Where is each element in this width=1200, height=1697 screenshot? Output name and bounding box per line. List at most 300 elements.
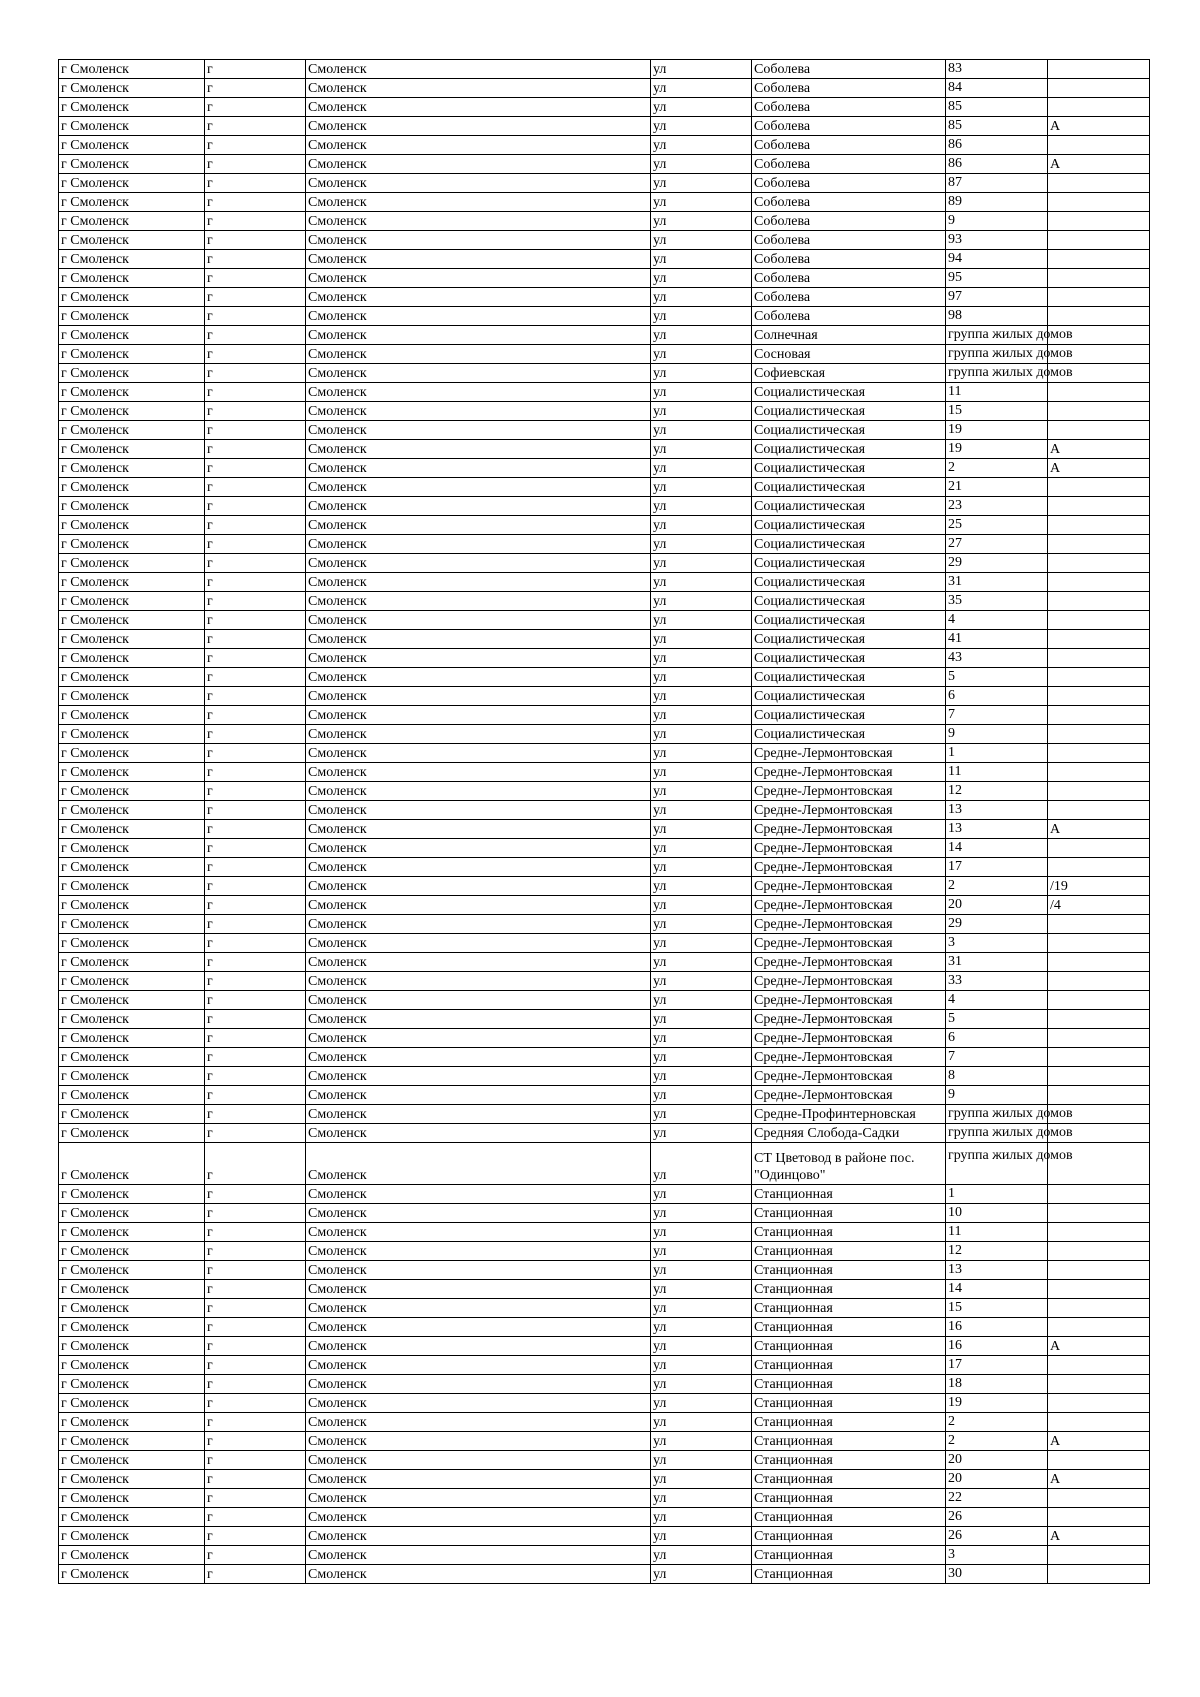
settlement-name-cell: Смоленск [306,1432,651,1451]
city-cell: г Смоленск [59,1223,205,1242]
city-cell: г Смоленск [59,573,205,592]
settlement-type-cell: г [205,972,306,991]
city-cell: г Смоленск [59,497,205,516]
settlement-name-cell: Смоленск [306,60,651,79]
street-type-cell: ул [651,1394,752,1413]
table-row [59,1432,1150,1451]
city-cell: г Смоленск [59,345,205,364]
city-cell: г Смоленск [59,592,205,611]
street-name-cell: Средне-Лермонтовская [752,1010,946,1029]
street-type-cell: ул [651,1356,752,1375]
house-number-cell: 23 [946,497,1048,516]
house-number-cell: 21 [946,478,1048,497]
city-cell: г Смоленск [59,1105,205,1124]
table-row [59,60,1150,79]
house-number-cell: 41 [946,630,1048,649]
settlement-name-cell: Смоленск [306,972,651,991]
house-number-cell: 3 [946,934,1048,953]
street-name-cell: Станционная [752,1299,946,1318]
table-row [59,953,1150,972]
settlement-type-cell: г [205,402,306,421]
street-type-cell: ул [651,1432,752,1451]
settlement-type-cell: г [205,1356,306,1375]
street-name-cell: Станционная [752,1318,946,1337]
settlement-name-cell: Смоленск [306,1105,651,1124]
street-type-cell: ул [651,497,752,516]
street-name-cell: Станционная [752,1546,946,1565]
settlement-name-cell: Смоленск [306,1010,651,1029]
settlement-name-cell: Смоленск [306,1375,651,1394]
house-number-cell: 12 [946,1242,1048,1261]
street-name-cell: Соболева [752,193,946,212]
house-number-cell: 31 [946,573,1048,592]
table-row [59,1470,1150,1489]
table-row [59,1508,1150,1527]
table-row [59,1048,1150,1067]
city-cell: г Смоленск [59,1451,205,1470]
house-suffix-cell: А [1048,117,1150,136]
table-row [59,1546,1150,1565]
house-number-cell: 13 [946,1261,1048,1280]
house-suffix-cell [1048,1029,1150,1048]
street-type-cell: ул [651,1337,752,1356]
city-cell: г Смоленск [59,535,205,554]
house-number-cell: 19 [946,1394,1048,1413]
house-number-cell: 20 [946,1470,1048,1489]
house-suffix-cell [1048,497,1150,516]
street-name-cell: Соболева [752,136,946,155]
settlement-type-cell: г [205,687,306,706]
house-suffix-cell [1048,193,1150,212]
house-suffix-cell [1048,478,1150,497]
settlement-name-cell: Смоленск [306,1261,651,1280]
street-type-cell: ул [651,630,752,649]
settlement-name-cell: Смоленск [306,1546,651,1565]
street-name-cell: Станционная [752,1470,946,1489]
city-cell: г Смоленск [59,1029,205,1048]
settlement-name-cell: Смоленск [306,858,651,877]
settlement-type-cell: г [205,288,306,307]
city-cell: г Смоленск [59,554,205,573]
street-name-cell: Средне-Лермонтовская [752,877,946,896]
house-suffix-cell: А [1048,1470,1150,1489]
city-cell: г Смоленск [59,630,205,649]
house-suffix-cell [1048,1067,1150,1086]
settlement-type-cell: г [205,1413,306,1432]
city-cell: г Смоленск [59,839,205,858]
street-name-cell: Средне-Лермонтовская [752,953,946,972]
street-name-cell: Станционная [752,1280,946,1299]
settlement-name-cell: Смоленск [306,934,651,953]
house-suffix-cell [1048,288,1150,307]
settlement-name-cell: Смоленск [306,1124,651,1143]
house-number-cell: 27 [946,535,1048,554]
street-type-cell: ул [651,896,752,915]
city-cell: г Смоленск [59,174,205,193]
house-number-cell: 1 [946,744,1048,763]
city-cell: г Смоленск [59,725,205,744]
settlement-type-cell: г [205,1223,306,1242]
house-number-cell: 14 [946,839,1048,858]
house-suffix-cell [1048,1546,1150,1565]
street-type-cell: ул [651,991,752,1010]
house-suffix-cell [1048,535,1150,554]
city-cell: г Смоленск [59,1527,205,1546]
table-row [59,972,1150,991]
table-row [59,1394,1150,1413]
street-type-cell: ул [651,573,752,592]
settlement-type-cell: г [205,934,306,953]
house-number-cell: 97 [946,288,1048,307]
house-number-cell: 87 [946,174,1048,193]
settlement-name-cell: Смоленск [306,763,651,782]
table-row [59,250,1150,269]
city-cell: г Смоленск [59,136,205,155]
house-number-cell: группа жилых домов [946,364,1048,383]
house-suffix-cell [1048,649,1150,668]
house-number-cell: 15 [946,402,1048,421]
house-number-cell: 14 [946,1280,1048,1299]
city-cell: г Смоленск [59,1413,205,1432]
table-row [59,1204,1150,1223]
settlement-name-cell: Смоленск [306,402,651,421]
city-cell: г Смоленск [59,364,205,383]
city-cell: г Смоленск [59,1086,205,1105]
house-number-cell: 5 [946,668,1048,687]
street-type-cell: ул [651,193,752,212]
house-suffix-cell [1048,782,1150,801]
house-suffix-cell [1048,744,1150,763]
house-suffix-cell [1048,934,1150,953]
city-cell: г Смоленск [59,1299,205,1318]
city-cell: г Смоленск [59,269,205,288]
house-number-cell: 29 [946,915,1048,934]
street-name-cell: Соболева [752,231,946,250]
house-suffix-cell [1048,1048,1150,1067]
house-number-cell: 9 [946,212,1048,231]
settlement-name-cell: Смоленск [306,1394,651,1413]
house-number-cell: 19 [946,440,1048,459]
house-suffix-cell [1048,915,1150,934]
settlement-type-cell: г [205,915,306,934]
city-cell: г Смоленск [59,459,205,478]
house-number-cell: 2 [946,1432,1048,1451]
house-number-cell: 13 [946,801,1048,820]
settlement-name-cell: Смоленск [306,991,651,1010]
street-name-cell: Станционная [752,1337,946,1356]
settlement-name-cell: Смоленск [306,98,651,117]
street-type-cell: ул [651,763,752,782]
street-type-cell: ул [651,117,752,136]
street-type-cell: ул [651,1261,752,1280]
settlement-name-cell: Смоленск [306,668,651,687]
house-suffix-cell [1048,706,1150,725]
street-type-cell: ул [651,174,752,193]
settlement-name-cell: Смоленск [306,1337,651,1356]
city-cell: г Смоленск [59,250,205,269]
street-type-cell: ул [651,1086,752,1105]
street-type-cell: ул [651,668,752,687]
settlement-name-cell: Смоленск [306,288,651,307]
table-row [59,535,1150,554]
street-name-cell: Средне-Лермонтовская [752,915,946,934]
settlement-name-cell: Смоленск [306,212,651,231]
house-number-cell: 7 [946,1048,1048,1067]
city-cell: г Смоленск [59,1375,205,1394]
house-suffix-cell [1048,383,1150,402]
street-type-cell: ул [651,706,752,725]
street-type-cell: ул [651,326,752,345]
settlement-type-cell: г [205,782,306,801]
street-name-cell: Средне-Лермонтовская [752,896,946,915]
street-type-cell: ул [651,1067,752,1086]
table-row [59,79,1150,98]
settlement-type-cell: г [205,1010,306,1029]
street-type-cell: ул [651,953,752,972]
house-number-cell: 17 [946,858,1048,877]
house-number-cell: 19 [946,421,1048,440]
settlement-type-cell: г [205,820,306,839]
table-row [59,478,1150,497]
street-name-cell: Соболева [752,155,946,174]
street-name-cell: Средне-Лермонтовская [752,1029,946,1048]
table-row [59,1318,1150,1337]
house-suffix-cell [1048,801,1150,820]
settlement-type-cell: г [205,1565,306,1584]
table-row [59,440,1150,459]
street-name-cell: Социалистическая [752,383,946,402]
street-type-cell: ул [651,972,752,991]
settlement-type-cell: г [205,1527,306,1546]
settlement-type-cell: г [205,630,306,649]
settlement-type-cell: г [205,1508,306,1527]
street-name-cell: Социалистическая [752,725,946,744]
street-type-cell: ул [651,269,752,288]
settlement-type-cell: г [205,1143,306,1185]
settlement-type-cell: г [205,649,306,668]
house-number-cell: 8 [946,1067,1048,1086]
house-suffix-cell [1048,269,1150,288]
table-row [59,1242,1150,1261]
street-name-cell: Соболева [752,307,946,326]
city-cell: г Смоленск [59,1010,205,1029]
table-row [59,687,1150,706]
settlement-type-cell: г [205,1451,306,1470]
street-name-cell: Средне-Лермонтовская [752,839,946,858]
table-row [59,326,1150,345]
city-cell: г Смоленск [59,763,205,782]
house-suffix-cell [1048,79,1150,98]
city-cell: г Смоленск [59,649,205,668]
house-number-cell: 16 [946,1337,1048,1356]
street-type-cell: ул [651,649,752,668]
street-type-cell: ул [651,725,752,744]
settlement-name-cell: Смоленск [306,478,651,497]
city-cell: г Смоленск [59,1394,205,1413]
house-number-cell: 1 [946,1185,1048,1204]
table-row [59,364,1150,383]
settlement-type-cell: г [205,1261,306,1280]
house-number-cell: группа жилых домов [946,326,1048,345]
street-type-cell: ул [651,1280,752,1299]
city-cell: г Смоленск [59,1242,205,1261]
house-suffix-cell [1048,1413,1150,1432]
settlement-name-cell: Смоленск [306,440,651,459]
street-name-cell: Соболева [752,174,946,193]
street-name-cell: Станционная [752,1413,946,1432]
street-type-cell: ул [651,877,752,896]
settlement-type-cell: г [205,98,306,117]
house-suffix-cell [1048,421,1150,440]
table-row [59,1086,1150,1105]
street-name-cell: Станционная [752,1565,946,1584]
house-suffix-cell [1048,1242,1150,1261]
house-suffix-cell: А [1048,155,1150,174]
house-suffix-cell [1048,60,1150,79]
table-row [59,839,1150,858]
house-number-cell: 2 [946,459,1048,478]
city-cell: г Смоленск [59,1432,205,1451]
street-name-cell: Соболева [752,117,946,136]
house-number-cell: 18 [946,1375,1048,1394]
street-type-cell: ул [651,1546,752,1565]
settlement-type-cell: г [205,364,306,383]
settlement-type-cell: г [205,877,306,896]
street-name-cell: Соболева [752,98,946,117]
street-name-cell: Средне-Лермонтовская [752,934,946,953]
address-table [58,59,1150,1584]
table-row [59,630,1150,649]
table-row [59,1451,1150,1470]
settlement-name-cell: Смоленск [306,269,651,288]
settlement-type-cell: г [205,155,306,174]
settlement-type-cell: г [205,1318,306,1337]
city-cell: г Смоленск [59,231,205,250]
street-name-cell: Солнечная [752,326,946,345]
settlement-type-cell: г [205,1086,306,1105]
settlement-type-cell: г [205,326,306,345]
table-row [59,1527,1150,1546]
house-suffix-cell [1048,98,1150,117]
house-number-cell: 5 [946,1010,1048,1029]
street-name-cell: Средне-Лермонтовская [752,1067,946,1086]
city-cell: г Смоленск [59,877,205,896]
house-suffix-cell [1048,1489,1150,1508]
street-name-cell: Средне-Лермонтовская [752,820,946,839]
street-type-cell: ул [651,858,752,877]
settlement-type-cell: г [205,573,306,592]
settlement-name-cell: Смоленск [306,611,651,630]
city-cell: г Смоленск [59,60,205,79]
house-suffix-cell [1048,212,1150,231]
street-name-cell: Средняя Слобода-Садки [752,1124,946,1143]
city-cell: г Смоленск [59,1470,205,1489]
street-type-cell: ул [651,1375,752,1394]
settlement-name-cell: Смоленск [306,1204,651,1223]
street-name-cell: Соболева [752,60,946,79]
settlement-name-cell: Смоленск [306,1280,651,1299]
house-suffix-cell [1048,687,1150,706]
city-cell: г Смоленск [59,98,205,117]
house-suffix-cell [1048,573,1150,592]
table-row [59,877,1150,896]
settlement-name-cell: Смоленск [306,307,651,326]
table-row [59,573,1150,592]
table-row [59,1299,1150,1318]
settlement-type-cell: г [205,193,306,212]
table-row [59,858,1150,877]
settlement-type-cell: г [205,668,306,687]
house-number-cell: 17 [946,1356,1048,1375]
street-type-cell: ул [651,1527,752,1546]
house-number-cell: 4 [946,611,1048,630]
house-number-cell: 10 [946,1204,1048,1223]
street-type-cell: ул [651,611,752,630]
settlement-type-cell: г [205,535,306,554]
house-suffix-cell [1048,1280,1150,1299]
house-suffix-cell [1048,1299,1150,1318]
house-suffix-cell: /19 [1048,877,1150,896]
street-type-cell: ул [651,535,752,554]
street-name-cell: Средне-Лермонтовская [752,972,946,991]
street-type-cell: ул [651,402,752,421]
house-number-cell: 86 [946,136,1048,155]
street-type-cell: ул [651,934,752,953]
settlement-type-cell: г [205,1394,306,1413]
house-suffix-cell [1048,1185,1150,1204]
house-number-cell: 9 [946,725,1048,744]
street-name-cell: Соболева [752,269,946,288]
street-name-cell: Средне-Лермонтовская [752,763,946,782]
street-name-cell: Средне-Лермонтовская [752,991,946,1010]
table-row [59,896,1150,915]
house-number-cell: 15 [946,1299,1048,1318]
settlement-type-cell: г [205,1489,306,1508]
street-type-cell: ул [651,1143,752,1185]
table-row [59,459,1150,478]
street-type-cell: ул [651,1565,752,1584]
settlement-name-cell: Смоленск [306,915,651,934]
table-row [59,915,1150,934]
city-cell: г Смоленск [59,953,205,972]
house-number-cell: 85 [946,117,1048,136]
settlement-name-cell: Смоленск [306,383,651,402]
house-suffix-cell: А [1048,820,1150,839]
settlement-type-cell: г [205,801,306,820]
street-name-cell: Станционная [752,1432,946,1451]
house-number-cell: 11 [946,763,1048,782]
street-name-cell: Станционная [752,1394,946,1413]
city-cell: г Смоленск [59,1565,205,1584]
street-name-cell: Станционная [752,1204,946,1223]
settlement-name-cell: Смоленск [306,1242,651,1261]
settlement-type-cell: г [205,1242,306,1261]
settlement-type-cell: г [205,307,306,326]
city-cell: г Смоленск [59,991,205,1010]
table-row [59,1223,1150,1242]
settlement-name-cell: Смоленск [306,345,651,364]
table-row [59,174,1150,193]
house-suffix-cell [1048,1451,1150,1470]
street-type-cell: ул [651,1204,752,1223]
settlement-name-cell: Смоленск [306,193,651,212]
table-row [59,725,1150,744]
house-number-cell: группа жилых домов [946,1105,1048,1124]
table-row [59,668,1150,687]
settlement-type-cell: г [205,440,306,459]
street-type-cell: ул [651,212,752,231]
city-cell: г Смоленск [59,402,205,421]
